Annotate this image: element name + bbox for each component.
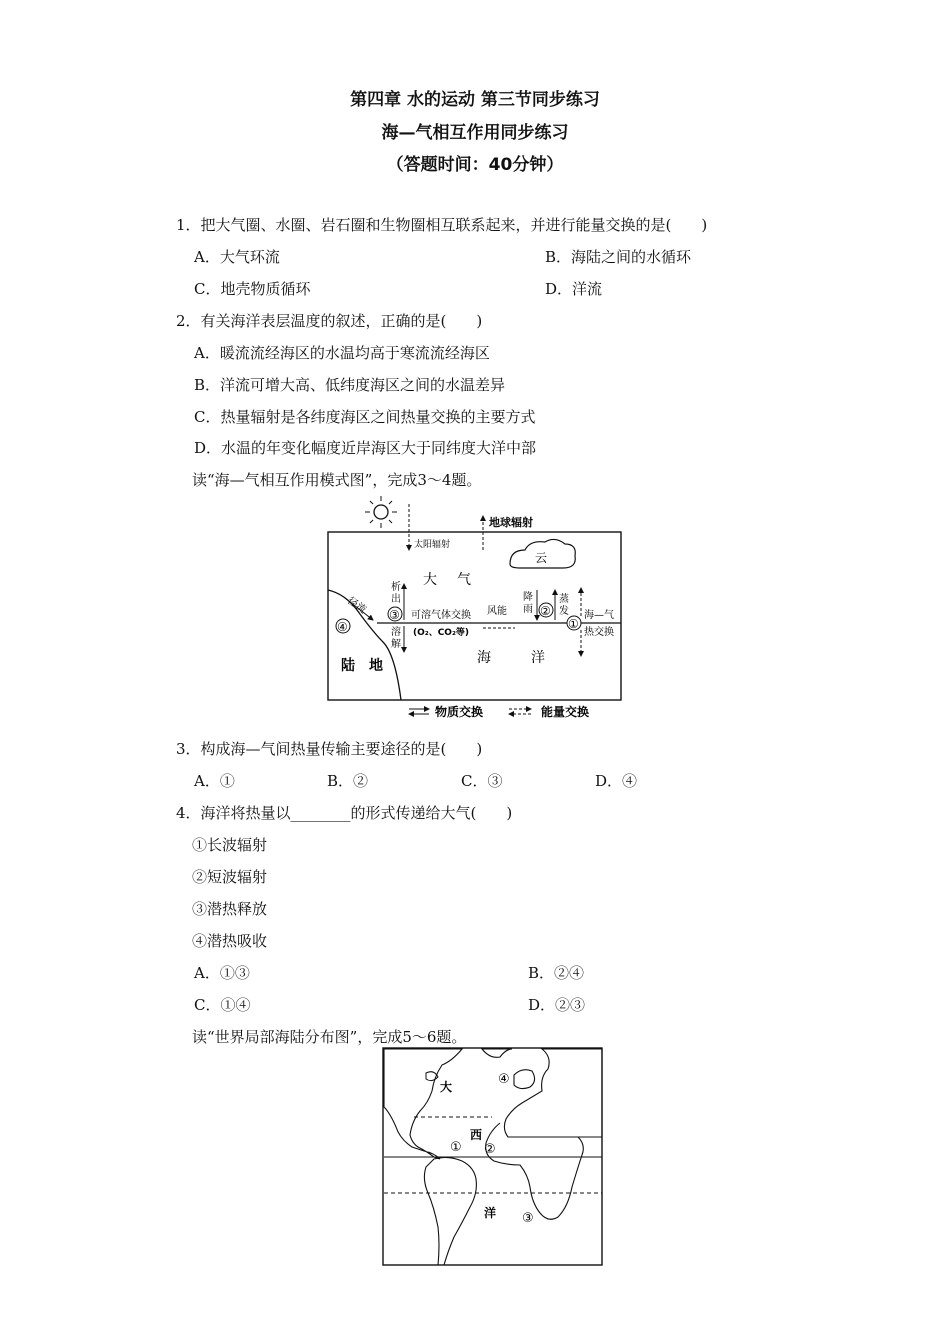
q2-option-d: D．水温的年变化幅度近岸海区大于同纬度大洋中部 [194,439,537,457]
cloud-label: 云 [535,551,548,565]
time-note: （答题时间：40分钟） [386,155,564,175]
atmosphere-label-2: 气 [457,572,471,588]
q1-stem: 1．把大气圈、水圈、岩石圈和生物圈相互联系起来，并进行能量交换的是( ) [176,216,708,234]
diagram-frame [328,532,621,700]
runoff-label: 径流 [345,595,368,616]
marker-1: ① [568,617,579,631]
sea-air-interaction-figure [325,492,625,724]
q4-stem: 4．海洋将热量以________的形式传递给大气( ) [176,804,513,822]
wind-energy-label: 风能 [487,606,507,617]
q1-option-d: D．洋流 [545,280,603,298]
map-marker-4: ④ [498,1072,510,1087]
evaporation-label-1: 蒸 [559,594,569,605]
q4-statement-3: ③潜热释放 [192,900,268,918]
q4-statement-4: ④潜热吸收 [192,932,268,950]
ocean-label-2: 洋 [531,650,545,666]
map-label-xi: 西 [470,1128,483,1142]
page-title: 第四章 水的运动 第三节同步练习 [350,90,600,110]
heat-exchange-label-2: 热交换 [584,627,614,638]
ocean-label-1: 海 [477,650,491,666]
map-label-yang: 洋 [484,1206,497,1220]
rain-label-2: 雨 [523,604,533,615]
q3-stem: 3．构成海—气间热量传输主要途径的是( ) [176,740,483,758]
q2-stem: 2．有关海洋表层温度的叙述，正确的是( ) [176,312,483,330]
atmosphere-label-1: 大 [423,572,437,588]
q3-option-a: A．① [194,772,235,790]
map-marker-1: ① [450,1140,462,1155]
q4-option-d: D．②③ [528,996,586,1014]
legend-energy-exchange: 能量交换 [541,705,590,719]
read-prompt-2: 读“世界局部海陆分布图”，完成5～6题。 [192,1028,467,1046]
q1-option-a: A．大气环流 [194,248,280,266]
marker-4: ④ [337,620,348,634]
map-marker-3: ③ [522,1211,534,1226]
q2-option-b: B．洋流可增大高、低纬度海区之间的水温差异 [194,376,506,394]
q4-statement-2: ②短波辐射 [192,868,268,886]
solar-radiation-label: 太阳辐射 [414,540,451,550]
precipitate-label-2: 出 [391,594,401,605]
rain-label-1: 降 [523,592,533,603]
map-label-da: 大 [440,1080,453,1094]
dissolve-label-1: 溶 [391,627,401,638]
land-label: 陆 地 [341,658,383,674]
q4-option-a: A．①③ [194,964,250,982]
world-map-figure [382,1047,604,1267]
gas-exchange-label: 可溶气体交换 [411,610,471,621]
q1-option-b: B．海陆之间的水循环 [545,248,692,266]
read-prompt-1: 读“海—气相互作用模式图”，完成3～4题。 [192,471,482,489]
q4-option-b: B．②④ [528,964,585,982]
q2-option-a: A．暖流流经海区的水温均高于寒流流经海区 [194,344,490,362]
marker-3: ③ [389,608,400,622]
q2-option-c: C．热量辐射是各纬度海区之间热量交换的主要方式 [194,408,536,426]
evaporation-label-2: 发 [559,606,569,617]
precipitate-label-1: 析 [391,582,401,593]
q3-option-d: D．④ [595,772,638,790]
q4-option-c: C．①④ [194,996,251,1014]
page-subtitle: 海—气相互作用同步练习 [381,123,569,143]
legend-material-exchange: 物质交换 [435,705,484,719]
map-marker-2: ② [484,1142,496,1157]
q4-statement-1: ①长波辐射 [192,836,268,854]
earth-radiation-label: 地球辐射 [489,516,533,529]
q3-option-b: B．② [327,772,369,790]
gas-list-label: (O₂、CO₂等) [413,628,470,638]
q3-option-c: C．③ [461,772,503,790]
heat-exchange-label-1: 海—气 [584,610,614,621]
sun-icon [365,496,397,528]
dissolve-label-2: 解 [391,639,401,650]
marker-2: ② [540,604,551,618]
q1-option-c: C．地壳物质循环 [194,280,311,298]
